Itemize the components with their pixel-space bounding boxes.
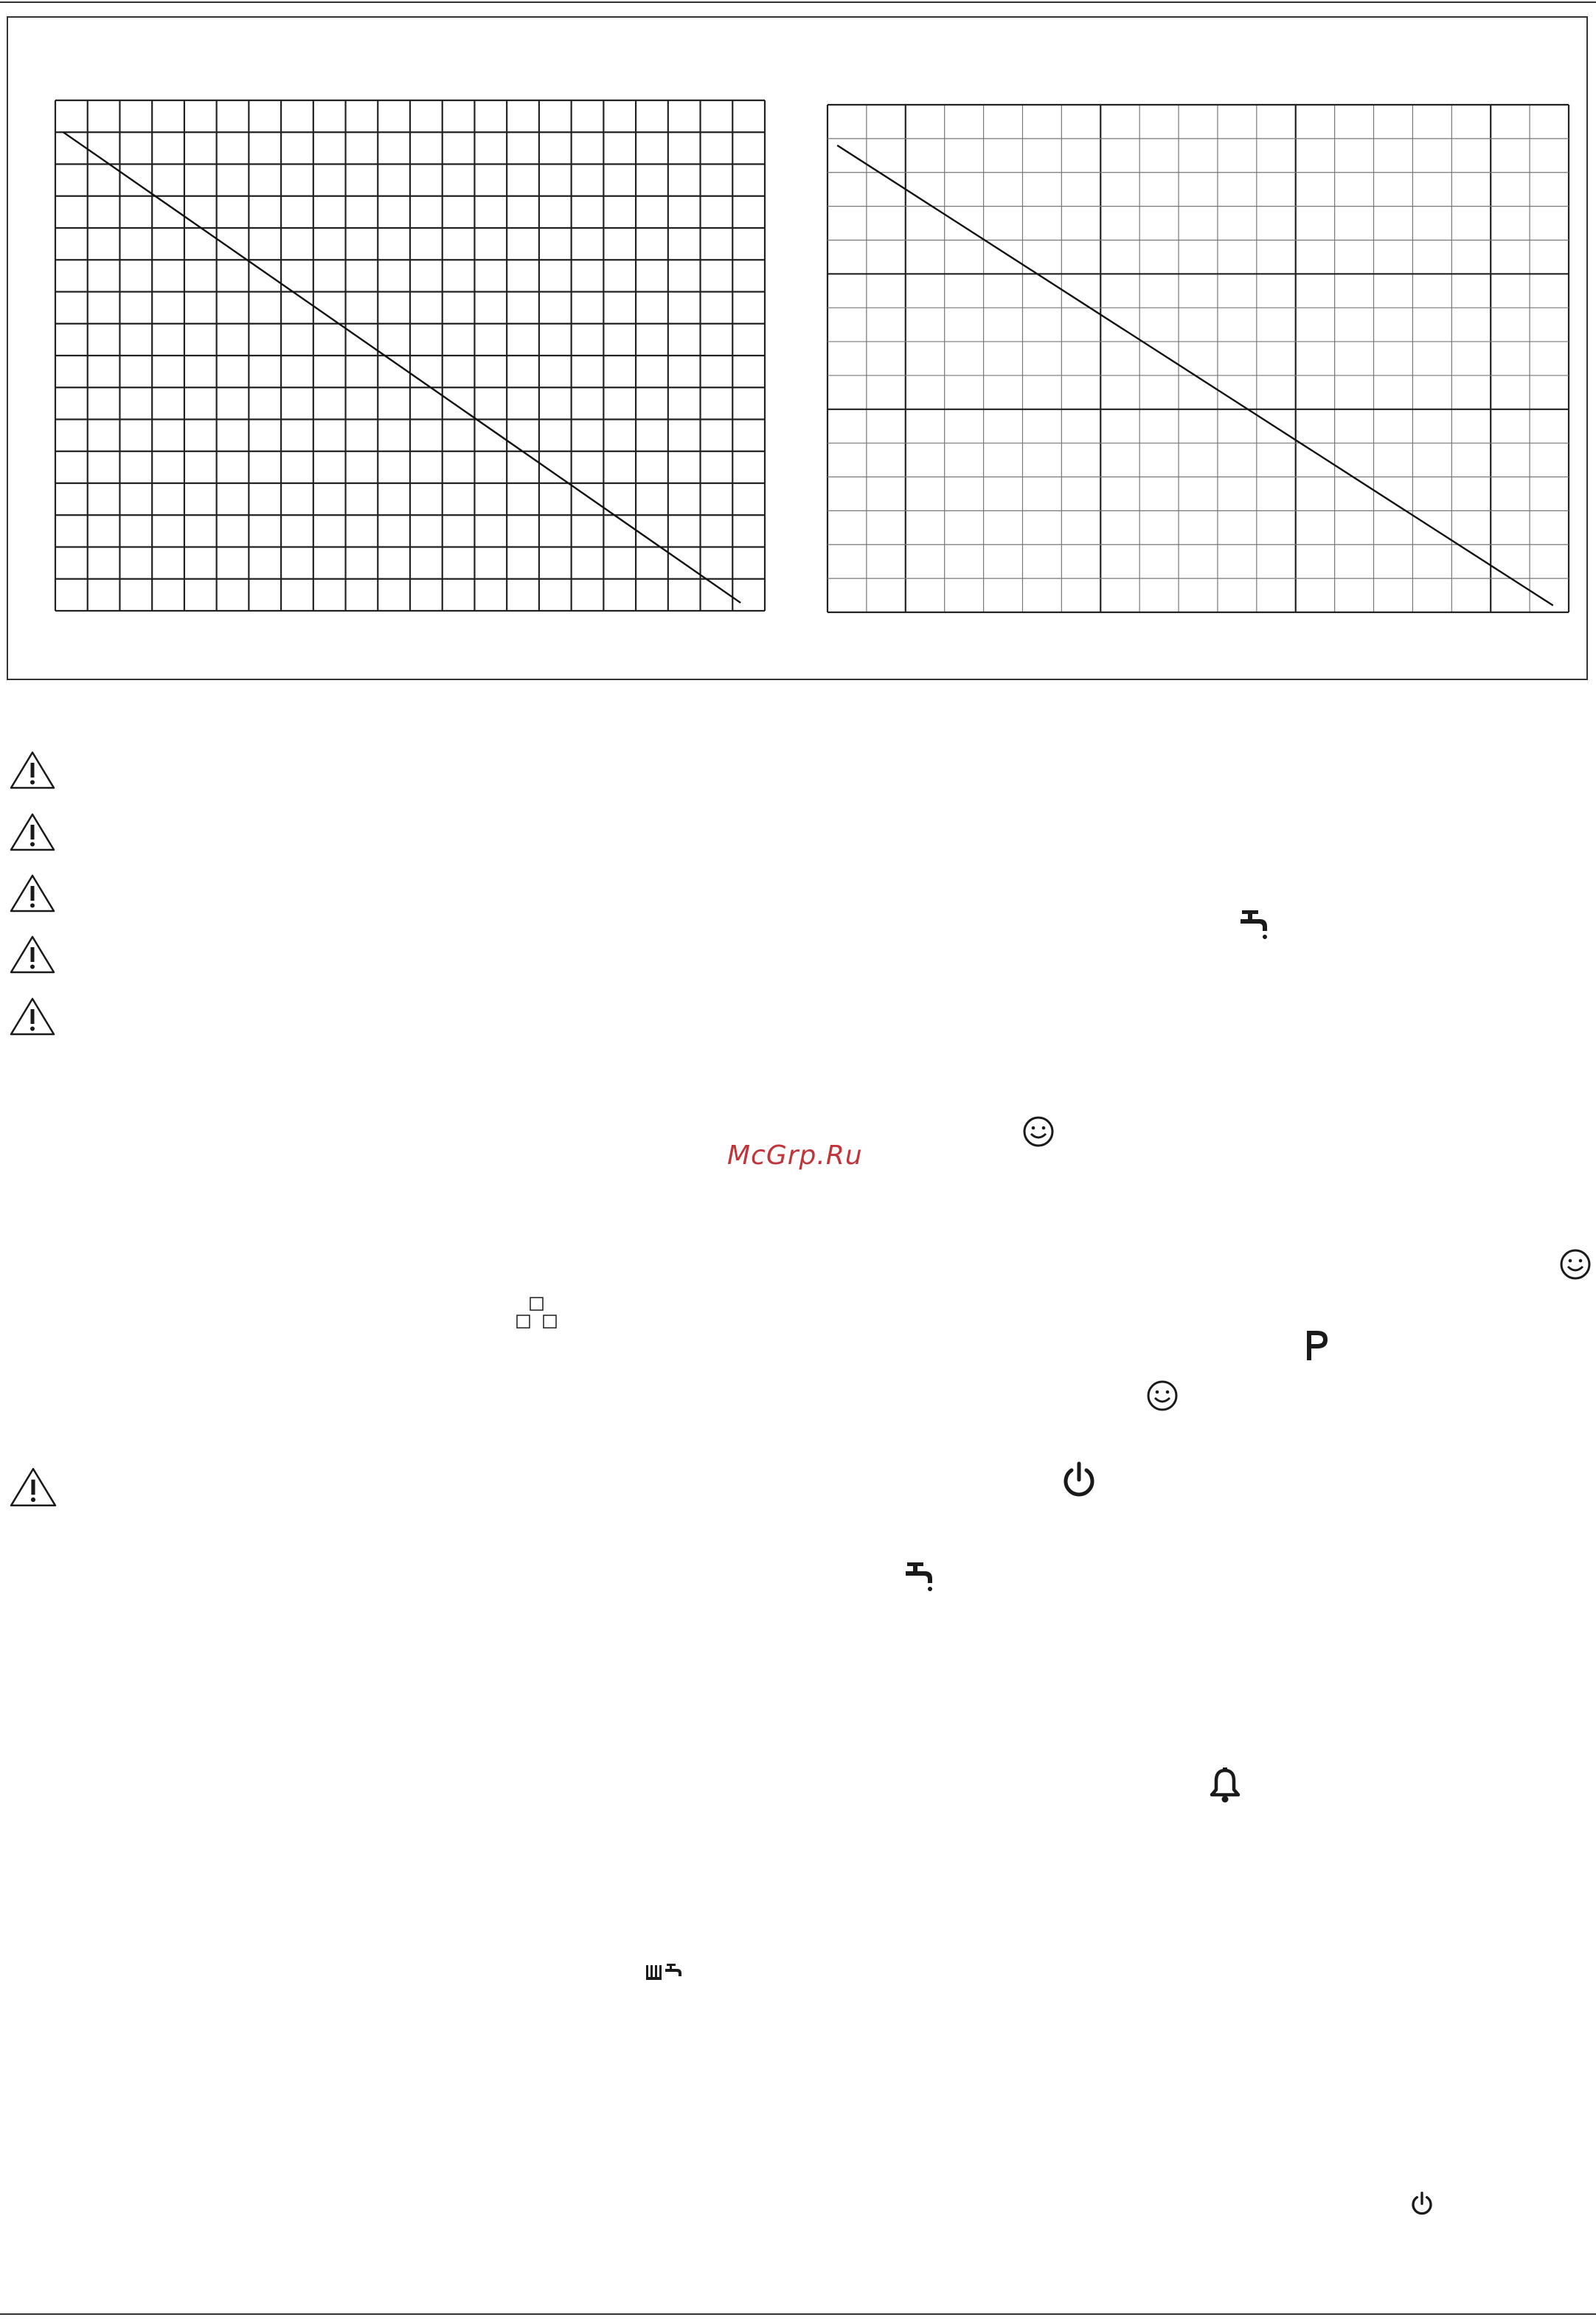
watermark-text: McGrp.Ru [727,1140,863,1171]
warning-triangle-icon [9,749,56,791]
radiator-faucet-icon [645,1962,689,1984]
faucet-icon [1238,909,1274,944]
bottom-rule [0,2313,1596,2315]
series-line [63,132,740,603]
p-letter-icon [1302,1328,1332,1363]
smiley-icon [1022,1115,1055,1148]
line-chart-right [828,105,1569,612]
smiley-icon [1146,1379,1179,1412]
warning-triangle-icon [9,1466,58,1509]
faucet-icon [903,1561,940,1596]
warning-triangle-icon [9,996,56,1037]
warning-triangle-icon [9,934,56,975]
bell-icon [1207,1766,1243,1804]
line-chart-left [55,100,765,611]
warning-triangle-icon [9,811,56,853]
top-rule [0,1,1596,3]
three-squares-icon [515,1295,562,1331]
power-icon [1059,1461,1099,1500]
warning-triangle-icon [9,873,56,914]
smiley-icon [1559,1248,1592,1281]
power-icon [1409,2191,1435,2217]
